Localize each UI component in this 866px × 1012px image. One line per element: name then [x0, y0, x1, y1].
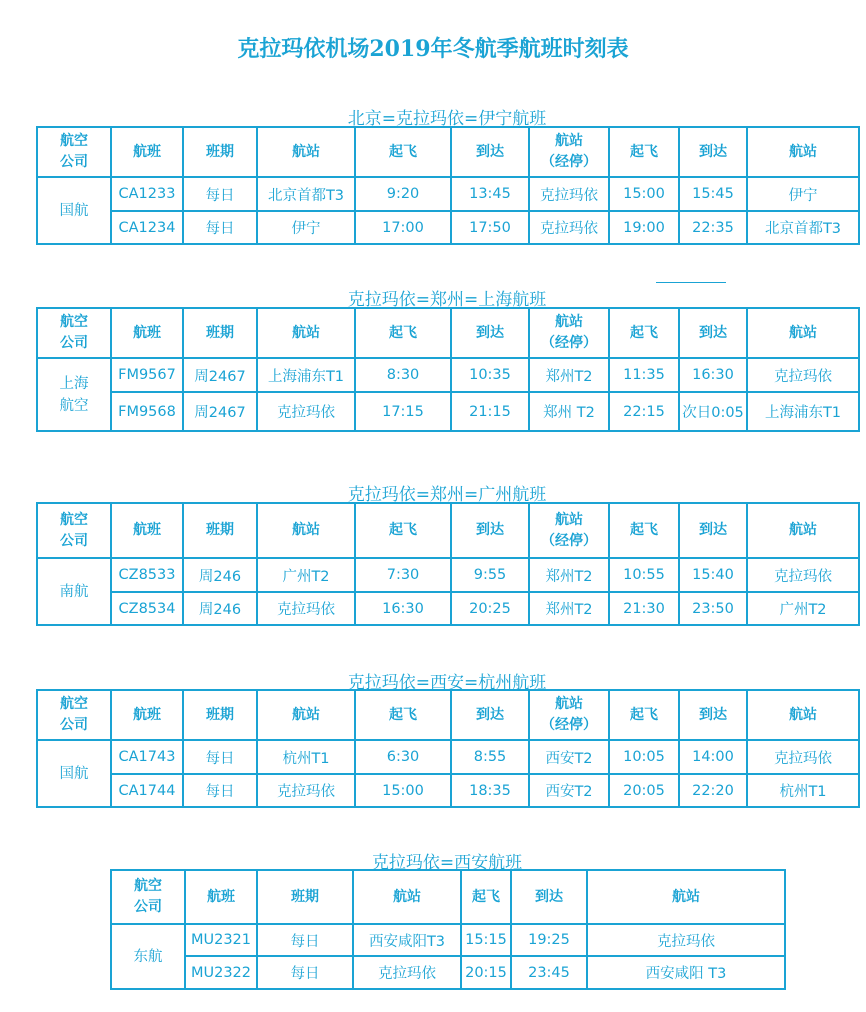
schedule-days: 周2467	[183, 358, 257, 392]
arrival-time: 19:25	[511, 924, 587, 956]
header-arrive-2: 到达	[679, 308, 747, 358]
header-flight: 航班	[111, 127, 183, 177]
airline-name: 南航	[37, 558, 111, 625]
destination-station: 伊宁	[747, 177, 859, 211]
header-stopover: 航站 （经停）	[529, 308, 609, 358]
destination-station: 西安咸阳 T3	[587, 956, 785, 989]
header-depart-2: 起飞	[609, 503, 679, 558]
header-airline: 航空 公司	[37, 308, 111, 358]
final-arrival: 15:45	[679, 177, 747, 211]
header-airline: 航空 公司	[37, 503, 111, 558]
final-arrival: 22:35	[679, 211, 747, 244]
header-airline: 航空 公司	[37, 690, 111, 740]
table-header-row	[37, 690, 859, 740]
header-depart: 起飞	[355, 503, 451, 558]
departure-time: 20:15	[461, 956, 511, 989]
airline-name: 国航	[37, 177, 111, 244]
section-title: 克拉玛依=西安航班	[371, 853, 523, 873]
flight-table	[36, 307, 860, 432]
header-flight: 航班	[111, 690, 183, 740]
header-depart-2: 起飞	[609, 127, 679, 177]
table-row	[111, 924, 785, 956]
header-flight: 航班	[185, 870, 257, 924]
departure-time: 15:00	[355, 774, 451, 807]
table-row	[37, 177, 859, 211]
header-arrive-2: 到达	[679, 690, 747, 740]
header-schedule: 班期	[183, 503, 257, 558]
header-station: 航站	[257, 308, 355, 358]
header-station: 航站	[257, 127, 355, 177]
arrival-time: 13:45	[451, 177, 529, 211]
stopover-departure: 21:30	[609, 592, 679, 625]
header-depart-2: 起飞	[609, 308, 679, 358]
header-station-2: 航站	[747, 127, 859, 177]
header-station: 航站	[257, 690, 355, 740]
final-arrival: 次日0:05	[679, 392, 747, 431]
final-arrival: 22:20	[679, 774, 747, 807]
table-header-row	[37, 308, 859, 358]
destination-station: 克拉玛依	[747, 358, 859, 392]
section-title: 克拉玛依=西安=杭州航班	[347, 673, 547, 693]
departure-time: 8:30	[355, 358, 451, 392]
table-header-row	[37, 127, 859, 177]
origin-station: 西安咸阳T3	[353, 924, 461, 956]
flight-number: MU2322	[185, 956, 257, 989]
departure-time: 7:30	[355, 558, 451, 592]
destination-station: 杭州T1	[747, 774, 859, 807]
schedule-days: 每日	[183, 740, 257, 774]
table-row	[37, 392, 859, 431]
departure-time: 6:30	[355, 740, 451, 774]
flight-number: FM9568	[111, 392, 183, 431]
stopover-station: 克拉玛依	[529, 211, 609, 244]
final-arrival: 23:50	[679, 592, 747, 625]
header-depart: 起飞	[355, 308, 451, 358]
header-arrive: 到达	[451, 308, 529, 358]
stopover-departure: 20:05	[609, 774, 679, 807]
page-title: 克拉玛依机场2019年冬航季航班时刻表	[237, 36, 629, 62]
flight-number: CA1744	[111, 774, 183, 807]
flight-number: CA1234	[111, 211, 183, 244]
header-schedule: 班期	[183, 127, 257, 177]
schedule-days: 周246	[183, 558, 257, 592]
destination-station: 克拉玛依	[747, 558, 859, 592]
header-station: 航站	[353, 870, 461, 924]
header-arrive: 到达	[451, 690, 529, 740]
table-row	[37, 774, 859, 807]
schedule-days: 周246	[183, 592, 257, 625]
airline-name: 东航	[111, 924, 185, 989]
origin-station: 北京首都T3	[257, 177, 355, 211]
arrival-time: 8:55	[451, 740, 529, 774]
destination-station: 克拉玛依	[747, 740, 859, 774]
header-stopover: 航站 （经停）	[529, 690, 609, 740]
header-airline: 航空 公司	[111, 870, 185, 924]
arrival-time: 10:35	[451, 358, 529, 392]
final-arrival: 14:00	[679, 740, 747, 774]
table-row	[37, 592, 859, 625]
header-stopover: 航站 （经停）	[529, 503, 609, 558]
stopover-station: 郑州T2	[529, 558, 609, 592]
flight-number: FM9567	[111, 358, 183, 392]
stopover-departure: 19:00	[609, 211, 679, 244]
flight-table	[36, 689, 860, 808]
flight-number: CA1743	[111, 740, 183, 774]
arrival-time: 20:25	[451, 592, 529, 625]
destination-station: 上海浦东T1	[747, 392, 859, 431]
schedule-days: 周2467	[183, 392, 257, 431]
header-depart: 起飞	[355, 127, 451, 177]
header-arrive: 到达	[511, 870, 587, 924]
origin-station: 杭州T1	[257, 740, 355, 774]
schedule-days: 每日	[183, 177, 257, 211]
table-row	[37, 211, 859, 244]
header-depart: 起飞	[355, 690, 451, 740]
header-schedule: 班期	[183, 690, 257, 740]
header-depart-2: 起飞	[609, 690, 679, 740]
destination-station: 克拉玛依	[587, 924, 785, 956]
arrival-time: 18:35	[451, 774, 529, 807]
header-arrive: 到达	[451, 503, 529, 558]
destination-station: 广州T2	[747, 592, 859, 625]
airline-name: 上海 航空	[37, 358, 111, 431]
destination-station: 北京首都T3	[747, 211, 859, 244]
header-arrive-2: 到达	[679, 127, 747, 177]
flight-table	[36, 126, 860, 245]
section-title: 克拉玛依=郑州=上海航班	[347, 290, 547, 310]
section-title: 克拉玛依=郑州=广州航班	[347, 485, 547, 505]
header-arrive: 到达	[451, 127, 529, 177]
stopover-departure: 15:00	[609, 177, 679, 211]
table-header-row	[111, 870, 785, 924]
schedule-days: 每日	[183, 774, 257, 807]
schedule-days: 每日	[257, 924, 353, 956]
flight-number: MU2321	[185, 924, 257, 956]
header-arrive-2: 到达	[679, 503, 747, 558]
departure-time: 17:15	[355, 392, 451, 431]
header-station: 航站	[257, 503, 355, 558]
final-arrival: 15:40	[679, 558, 747, 592]
header-station-2: 航站	[747, 690, 859, 740]
header-schedule: 班期	[183, 308, 257, 358]
stopover-station: 郑州T2	[529, 592, 609, 625]
flight-table	[36, 502, 860, 626]
header-station-2: 航站	[587, 870, 785, 924]
header-station-2: 航站	[747, 503, 859, 558]
departure-time: 16:30	[355, 592, 451, 625]
stopover-departure: 10:05	[609, 740, 679, 774]
stopover-departure: 10:55	[609, 558, 679, 592]
origin-station: 克拉玛依	[257, 774, 355, 807]
table-row	[37, 740, 859, 774]
stopover-station: 郑州T2	[529, 358, 609, 392]
departure-time: 9:20	[355, 177, 451, 211]
origin-station: 上海浦东T1	[257, 358, 355, 392]
origin-station: 伊宁	[257, 211, 355, 244]
header-schedule: 班期	[257, 870, 353, 924]
stopover-departure: 22:15	[609, 392, 679, 431]
table-row	[37, 558, 859, 592]
header-depart: 起飞	[461, 870, 511, 924]
header-airline: 航空 公司	[37, 127, 111, 177]
decorative-line	[656, 282, 726, 283]
flight-number: CZ8534	[111, 592, 183, 625]
arrival-time: 21:15	[451, 392, 529, 431]
stopover-station: 克拉玛依	[529, 177, 609, 211]
stopover-station: 西安T2	[529, 740, 609, 774]
origin-station: 克拉玛依	[257, 392, 355, 431]
stopover-station: 郑州 T2	[529, 392, 609, 431]
final-arrival: 16:30	[679, 358, 747, 392]
header-stopover: 航站 （经停）	[529, 127, 609, 177]
origin-station: 克拉玛依	[257, 592, 355, 625]
flight-number: CZ8533	[111, 558, 183, 592]
origin-station: 广州T2	[257, 558, 355, 592]
origin-station: 克拉玛依	[353, 956, 461, 989]
header-flight: 航班	[111, 503, 183, 558]
arrival-time: 17:50	[451, 211, 529, 244]
flight-table	[110, 869, 786, 990]
header-station-2: 航站	[747, 308, 859, 358]
schedule-days: 每日	[183, 211, 257, 244]
stopover-departure: 11:35	[609, 358, 679, 392]
airline-name: 国航	[37, 740, 111, 807]
table-row	[111, 956, 785, 989]
flight-number: CA1233	[111, 177, 183, 211]
schedule-days: 每日	[257, 956, 353, 989]
stopover-station: 西安T2	[529, 774, 609, 807]
arrival-time: 9:55	[451, 558, 529, 592]
section-title: 北京=克拉玛依=伊宁航班	[347, 109, 547, 129]
table-header-row	[37, 503, 859, 558]
departure-time: 17:00	[355, 211, 451, 244]
table-row	[37, 358, 859, 392]
header-flight: 航班	[111, 308, 183, 358]
arrival-time: 23:45	[511, 956, 587, 989]
departure-time: 15:15	[461, 924, 511, 956]
